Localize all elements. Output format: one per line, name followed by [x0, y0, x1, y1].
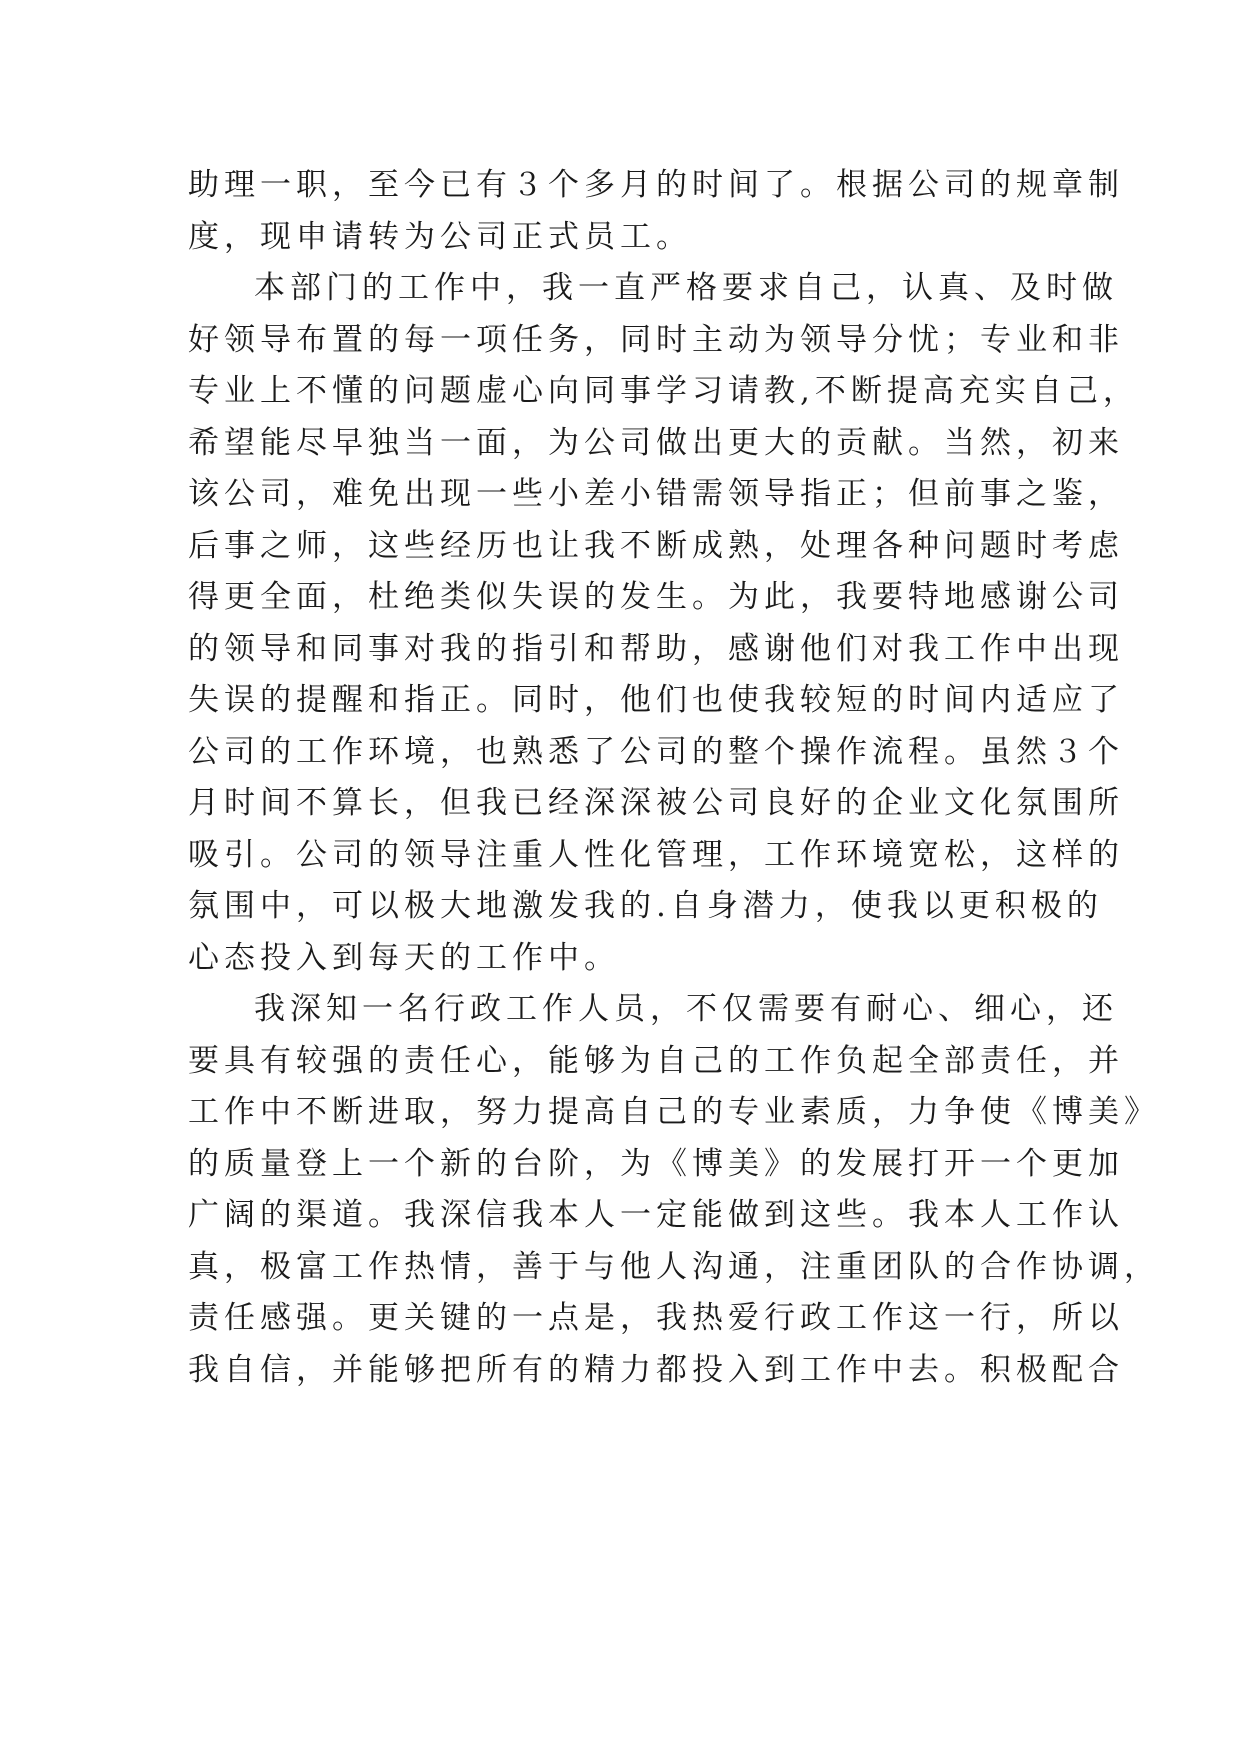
text-line: 度，现申请转为公司正式员工。 [188, 218, 692, 255]
text-line: 公 司 的 工 作 环 境 ， 也 熟 悉 了 公 司 的 整 个 操 作 流 程 。 虽 然 ３ 个 [188, 733, 1124, 770]
text-line: 的 质 量 登 上 一 个 新 的 台 阶 ， 为 《 博 美 》 的 发 展 打 开 一 个 更 加 [188, 1145, 1124, 1182]
text-line: 广 阔 的 渠 道 。 我 深 信 我 本 人 一 定 能 做 到 这 些 。 我 本 人 工 作 认 [188, 1197, 1124, 1233]
text-line: 助 理 一 职 ， 至 今 已 有 ３ 个 多 月 的 时 间 了 。 根 据 公 司 的 规 章 制 [188, 167, 1124, 203]
text-line: 心态投入到每天的工作中。 [188, 939, 620, 976]
text-line: 吸 引 。 公 司 的 领 导 注 重 人 性 化 管 理 ， 工 作 环 境 宽 松 ， 这 样 的 [188, 836, 1124, 873]
text-line: 真 ， 极 富 工 作 热 情 ， 善 于 与 他 人 沟 通 ， 注 重 团 队 的 合 作 协 调 ， [188, 1248, 1160, 1285]
text-line: 工 作 中 不 断 进 取 ， 努 力 提 高 自 己 的 专 业 素 质 ， 力 争 使 《 博 美 》 [188, 1094, 1160, 1130]
text-line: 要 具 有 较 强 的 责 任 心 ， 能 够 为 自 己 的 工 作 负 起 全 部 责 任 ， 并 [188, 1042, 1124, 1079]
text-line: 后 事 之 师 ， 这 些 经 历 也 让 我 不 断 成 熟 ， 处 理 各 种 问 题 时 考 虑 [188, 527, 1124, 564]
body-text [188, 160, 1160, 1396]
text-line: 希 望 能 尽 早 独 当 一 面 ， 为 公 司 做 出 更 大 的 贡 献 。 当 然 ， 初 来 [188, 424, 1124, 461]
text-line: 的 领 导 和 同 事 对 我 的 指 引 和 帮 助 ， 感 谢 他 们 对 我 工 作 中 出 现 [188, 630, 1124, 667]
text-line: 专 业 上 不 懂 的 问 题 虚 心 向 同 事 学 习 请 教 , 不 断 提 高 充 实 自 己 ， [188, 373, 1139, 409]
text-line: 我 自 信 ， 并 能 够 把 所 有 的 精 力 都 投 入 到 工 作 中 去 。 积 极 配 合 [188, 1351, 1124, 1388]
text-line: 我 深 知 一 名 行 政 工 作 人 员 ， 不 仅 需 要 有 耐 心 、 细 心 ， 还 [254, 991, 1118, 1027]
text-line: 月 时 间 不 算 长 ， 但 我 已 经 深 深 被 公 司 良 好 的 企 业 文 化 氛 围 所 [188, 785, 1124, 821]
text-line: 本 部 门 的 工 作 中 ， 我 一 直 严 格 要 求 自 己 ， 认 真 、 及 时 做 [254, 270, 1118, 306]
text-line: 好 领 导 布 置 的 每 一 项 任 务 ， 同 时 主 动 为 领 导 分 忧 ； 专 业 和 非 [188, 321, 1124, 358]
text-line: 得 更 全 面 ， 杜 绝 类 似 失 误 的 发 生 。 为 此 ， 我 要 特 地 感 谢 公 司 [188, 579, 1124, 615]
text-line: 失 误 的 提 醒 和 指 正 。 同 时 ， 他 们 也 使 我 较 短 的 时 间 内 适 应 了 [188, 682, 1124, 718]
text-line: 氛 围 中 ， 可 以 极 大 地 激 发 我 的 . 自 身 潜 力 ， 使 我 以 更 积 极 的 [188, 888, 1103, 924]
text-line: 该 公 司 ， 难 免 出 现 一 些 小 差 小 错 需 领 导 指 正 ； 但 前 事 之 鉴 ， [188, 476, 1124, 512]
text-line: 责 任 感 强 。 更 关 键 的 一 点 是 ， 我 热 爱 行 政 工 作 这 一 行 ， 所 以 [188, 1300, 1124, 1336]
